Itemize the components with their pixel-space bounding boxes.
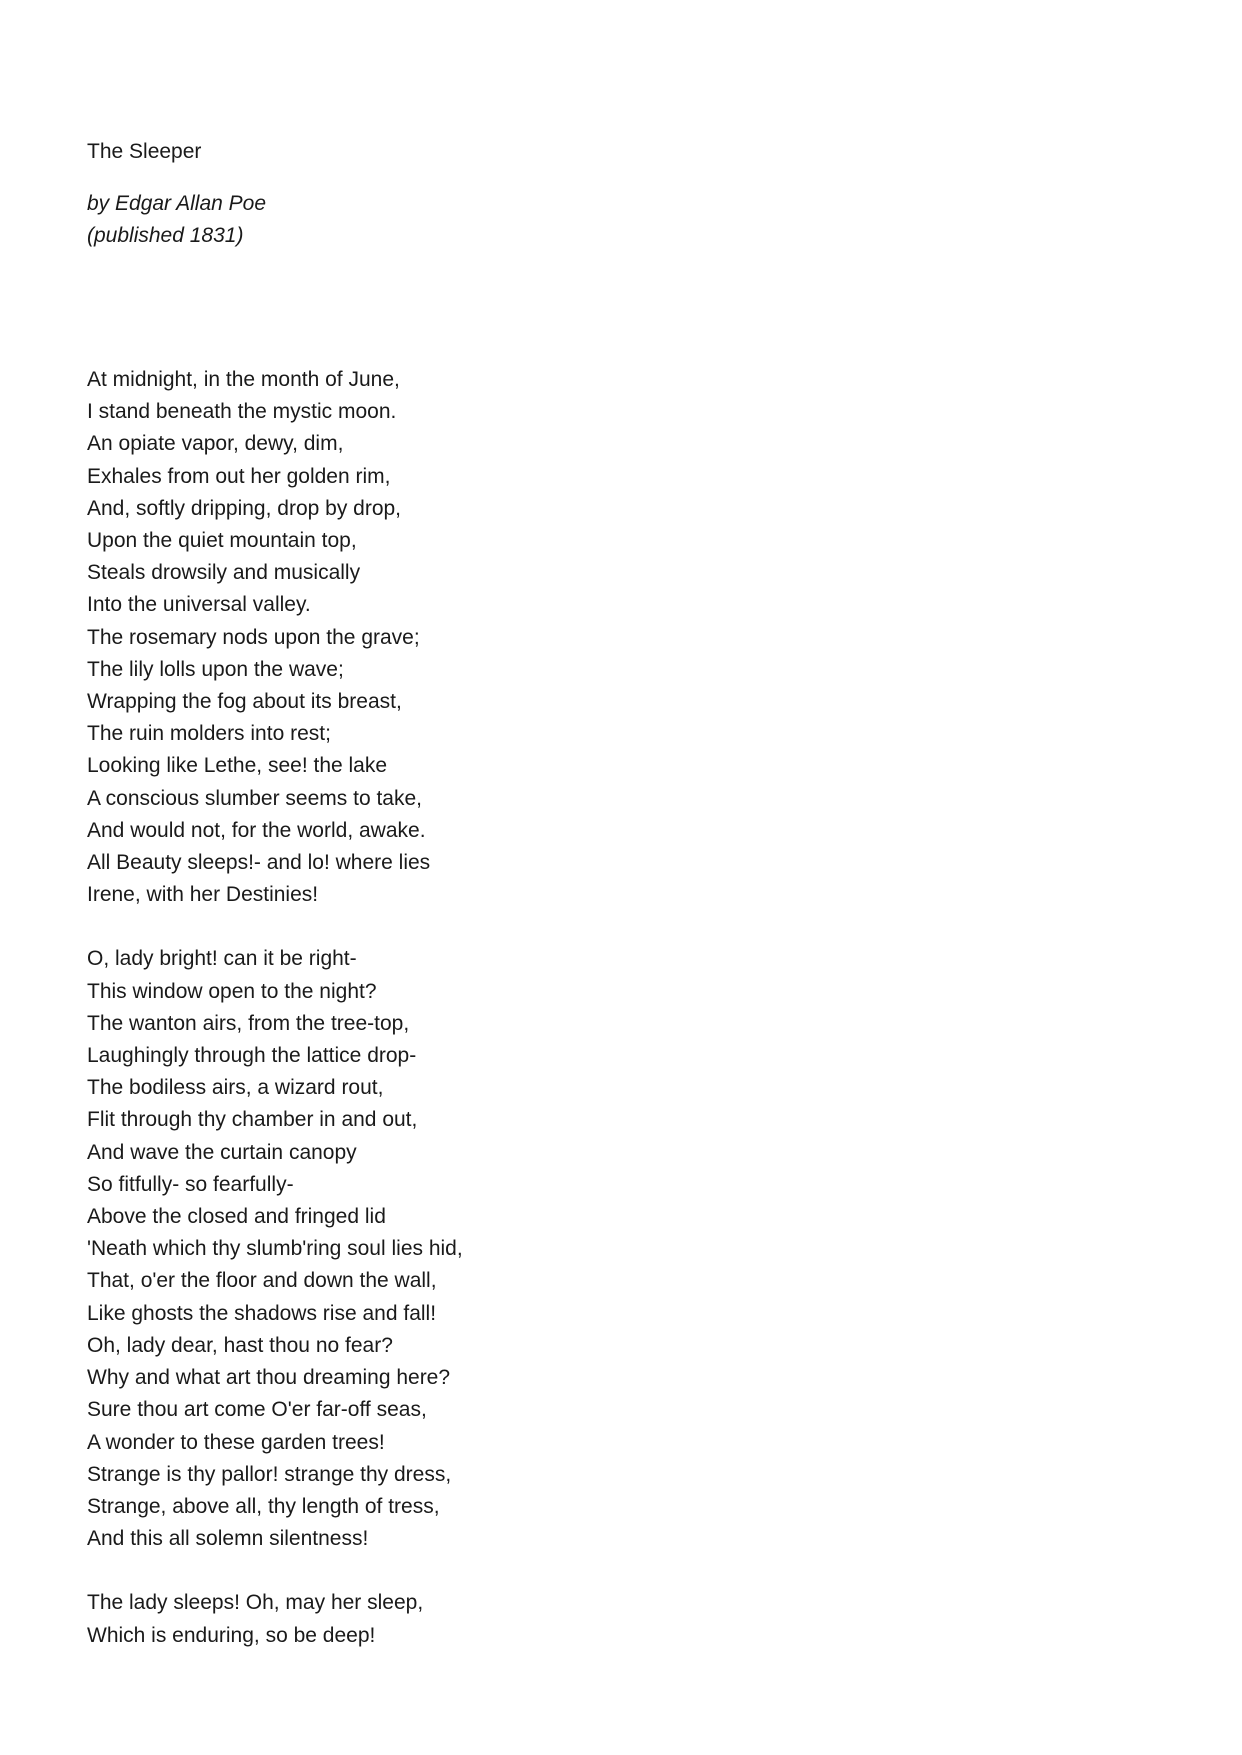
poem-stanza (87, 1587, 1087, 1651)
poem-meta (87, 188, 1087, 252)
poem-line: I stand beneath the mystic moon. (87, 400, 397, 424)
poem-line: The lady sleeps! Oh, may her sleep, (87, 1591, 424, 1615)
poem-stanza (87, 943, 1087, 1555)
poem-line: Which is enduring, so be deep! (87, 1623, 376, 1647)
poem-title: The Sleeper (87, 140, 202, 163)
document-content (87, 136, 1087, 1684)
poem-line: An opiate vapor, dewy, dim, (87, 432, 344, 456)
poem-line: And wave the curtain canopy (87, 1140, 357, 1164)
poem-line: The wanton airs, from the tree-top, (87, 1011, 410, 1035)
poem-line: Why and what art thou dreaming here? (87, 1366, 451, 1390)
poem-line: Into the universal valley. (87, 593, 311, 617)
poem-line: Above the closed and fringed lid (87, 1205, 386, 1229)
poem-line: A wonder to these garden trees! (87, 1430, 385, 1454)
poem-line: Steals drowsily and musically (87, 561, 361, 585)
poem-author: by Edgar Allan Poe (87, 192, 267, 215)
poem-line: The bodiless airs, a wizard rout, (87, 1076, 384, 1100)
poem-line: O, lady bright! can it be right- (87, 947, 357, 971)
poem-line: Upon the quiet mountain top, (87, 529, 357, 553)
poem-line: The ruin molders into rest; (87, 722, 331, 746)
poem-line: The lily lolls upon the wave; (87, 657, 344, 681)
poem-line: All Beauty sleeps!- and lo! where lies (87, 851, 431, 875)
poem-line: Sure thou art come O'er far-off seas, (87, 1398, 427, 1422)
poem-line: So fitfully- so fearfully- (87, 1172, 294, 1196)
poem-line: The rosemary nods upon the grave; (87, 625, 420, 649)
poem-line: This window open to the night? (87, 979, 377, 1003)
poem-body (87, 364, 1087, 1652)
poem-line: Like ghosts the shadows rise and fall! (87, 1301, 437, 1325)
poem-line: A conscious slumber seems to take, (87, 786, 422, 810)
poem-line: And would not, for the world, awake. (87, 818, 426, 842)
poem-line: Oh, lady dear, hast thou no fear? (87, 1333, 393, 1357)
poem-line: Flit through thy chamber in and out, (87, 1108, 418, 1132)
poem-line: And this all solemn silentness! (87, 1527, 369, 1551)
poem-line: Exhales from out her golden rim, (87, 464, 391, 488)
poem-stanza (87, 364, 1087, 911)
poem-line: At midnight, in the month of June, (87, 368, 400, 391)
poem-line: Irene, with her Destinies! (87, 883, 319, 907)
poem-line: Laughingly through the lattice drop- (87, 1044, 417, 1068)
poem-line: Strange is thy pallor! strange thy dress, (87, 1462, 452, 1486)
poem-line: And, softly dripping, drop by drop, (87, 496, 402, 520)
poem-published: (published 1831) (87, 224, 244, 247)
poem-line: Looking like Lethe, see! the lake (87, 754, 388, 778)
poem-line: 'Neath which thy slumb'ring soul lies hid, (87, 1237, 463, 1261)
poem-line: Wrapping the fog about its breast, (87, 690, 402, 714)
poem-line: Strange, above all, thy length of tress, (87, 1494, 440, 1518)
poem-line: That, o'er the floor and down the wall, (87, 1269, 437, 1293)
